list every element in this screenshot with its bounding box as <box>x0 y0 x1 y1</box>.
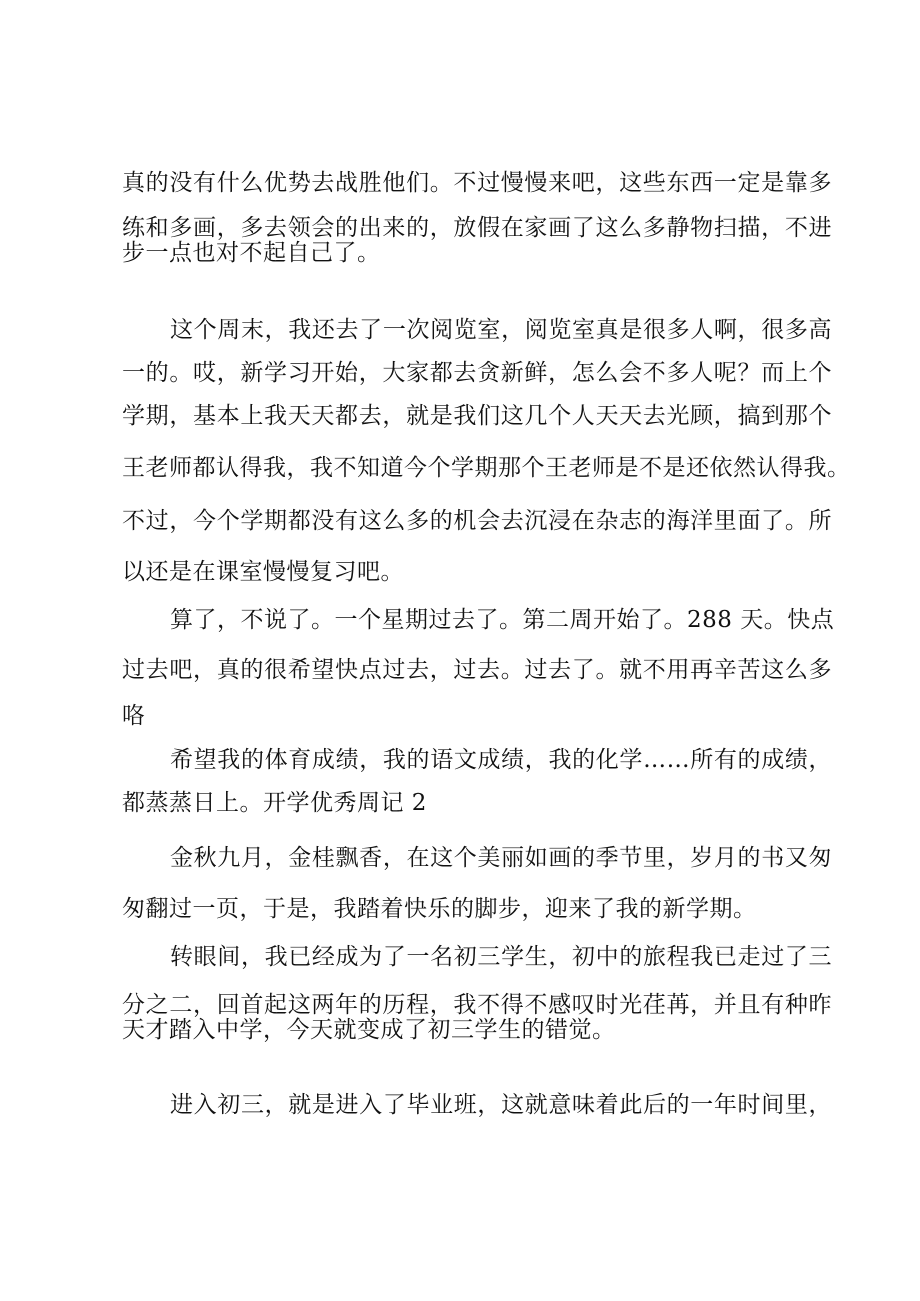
text-line: 学期，基本上我天天都去，就是我们这几个人天天去光顾，搞到那个 <box>122 403 832 429</box>
text-line: 一的。哎，新学习开始，大家都去贪新鲜，怎么会不多人呢？而上个 <box>122 360 832 386</box>
text-line: 王老师都认得我，我不知道今个学期那个王老师是不是还依然认得我。 <box>122 455 851 481</box>
text-line: 咯 <box>122 703 146 729</box>
text-line: 金秋九月，金桂飘香，在这个美丽如画的季节里，岁月的书又匆 <box>170 845 832 871</box>
text-line: 步一点也对不起自己了。 <box>122 240 381 266</box>
text-line: 进入初三，就是进入了毕业班，这就意味着此后的一年时间里， <box>170 1092 832 1118</box>
text-line: 不过，今个学期都没有这么多的机会去沉浸在杂志的海洋里面了。所 <box>122 508 832 534</box>
text-line: 以还是在课室慢慢复习吧。 <box>122 559 404 585</box>
text-line: 练和多画，多去领会的出来的，放假在家画了这么多静物扫描，不进 <box>122 215 832 241</box>
text-line: 希望我的体育成绩，我的语文成绩，我的化学……所有的成绩， <box>170 747 832 773</box>
text-line: 算了，不说了。一个星期过去了。第二周开始了。288 天。快点 <box>170 607 835 633</box>
text-line: 这个周末，我还去了一次阅览室，阅览室真是很多人啊，很多高 <box>170 317 832 343</box>
text-line: 过去吧，真的很希望快点过去，过去。过去了。就不用再辛苦这么多 <box>122 657 832 683</box>
text-line: 天才踏入中学，今天就变成了初三学生的错觉。 <box>122 1017 616 1043</box>
text-line: 都蒸蒸日上。开学优秀周记 2 <box>122 790 427 816</box>
text-line: 匆翻过一页，于是，我踏着快乐的脚步，迎来了我的新学期。 <box>122 896 757 922</box>
text-line: 真的没有什么优势去战胜他们。不过慢慢来吧，这些东西一定是靠多 <box>122 170 832 196</box>
text-line: 分之二，回首起这两年的历程，我不得不感叹时光荏苒，并且有种昨 <box>122 992 832 1018</box>
text-line: 转眼间，我已经成为了一名初三学生，初中的旅程我已走过了三 <box>170 944 832 970</box>
